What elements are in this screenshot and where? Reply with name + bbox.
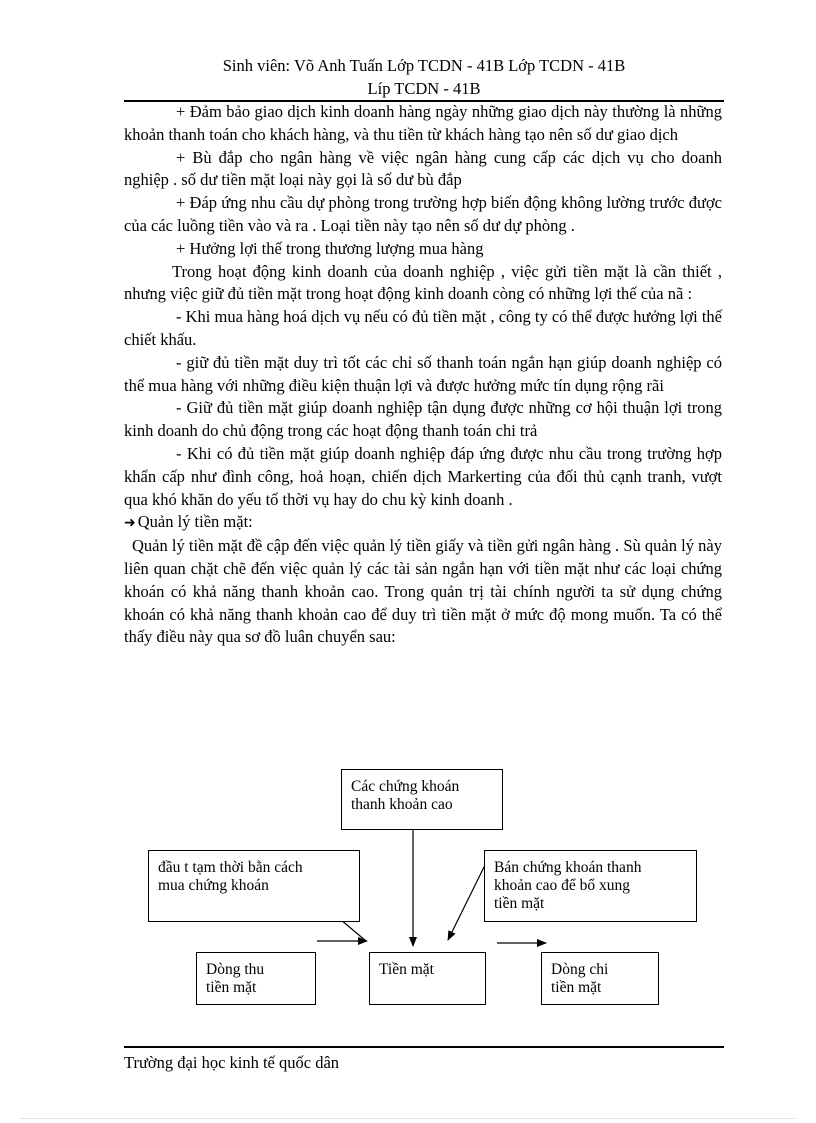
box-cash-inflow-line-2: tiền mặt xyxy=(206,979,257,996)
paragraph-2: + Bù đắp cho ngân hàng về việc ngân hàng cung cấp các dịch vụ cho doanh nghiệp . số dư tiền mặt loại này gọi là số dư bù đắp xyxy=(124,147,722,190)
box-liquid-securities-line-1: Các chứng khoán xyxy=(351,778,460,795)
box-cash-inflow xyxy=(196,952,316,1005)
document-body xyxy=(124,101,722,649)
page-header xyxy=(124,54,724,100)
box-liquid-securities-line-2: thanh khoản cao xyxy=(351,796,453,813)
box-sell-securities-line-2: khoản cao để bổ xung xyxy=(494,877,631,894)
paragraph-6: - Khi mua hàng hoá dịch vụ nếu có đủ tiền mặt , công ty có thể được hưởng lợi thế chiết khấu. xyxy=(124,307,722,349)
page-bottom-dotted-line xyxy=(20,1118,796,1119)
box-buy-securities-line-2: mua chứng khoán xyxy=(158,877,269,894)
header-line-1: Sinh viên: Võ Anh Tuấn Lớp TCDN - 41B Lớp TCDN - 41B xyxy=(222,56,626,75)
box-cash-outflow-line-2: tiền mặt xyxy=(551,979,602,996)
box-cash-inflow-line-1: Dòng thu xyxy=(206,961,265,978)
paragraph-7: - giữ đủ tiền mặt duy trì tốt các chỉ số thanh toán ngắn hạn giúp doanh nghiệp có thể mua hàng với những điều kiện thuận lợi và được hưởng mức tín dụng rộng rãi xyxy=(124,352,722,395)
paragraph-5: Trong hoạt động kinh doanh của doanh nghiệp , việc gửi tiền mặt là cần thiết , nhưng việc giữ đủ tiền mặt trong hoạt động kinh doanh còng có những lợi thế của nã : xyxy=(124,261,722,304)
box-buy-securities xyxy=(148,850,360,922)
paragraph-1: + Đảm bảo giao dịch kinh doanh hàng ngày những giao dịch này thường là những khoản thanh toán cho khách hàng, và thu tiền từ khách hàng tạo nên số dư giao dịch xyxy=(124,102,722,144)
arrow-bullet-icon: ➜ xyxy=(124,515,136,532)
paragraph-9: - Khi có đủ tiền mặt giúp doanh nghiệp đáp ứng được nhu cầu trong trường hợp khẩn cấp như đình công, hoả hoạn, chiến dịch Markerting của đối thủ cạnh tranh, vượt qua khó khăn do yếu tố thời vụ hay do chu kỳ kinh doanh . xyxy=(124,443,722,509)
box-buy-securities-line-1: đầu t tạm thời bằn cách xyxy=(158,859,303,876)
box-sell-securities-line-3: tiền mặt xyxy=(494,895,545,912)
page-footer: Trường đại học kinh tế quốc dân xyxy=(124,1053,340,1072)
box-sell-securities xyxy=(484,850,697,922)
box-cash-outflow xyxy=(541,952,659,1005)
box-cash xyxy=(369,952,486,1005)
box-sell-securities-line-1: Bán chứng khoán thanh xyxy=(494,859,642,876)
box-cash-outflow-line-1: Dòng chi xyxy=(551,961,609,978)
section-heading-text: Quản lý tiền mặt: xyxy=(137,512,253,532)
paragraph-10: Quản lý tiền mặt đề cập đến việc quản lý tiền giấy và tiền gửi ngân hàng . Sù quản lý này liên quan chặt chẽ đến việc quản lý các tài sản ngắn hạn với tiền mặt như các loại chứng khoán có khả năng thanh khoản cao. Trong quản trị tài chính người ta sử dụng chứng khoán có khả năng thanh khoản cao để duy trì tiền mặt ở mức độ mong muốn. Ta có thể thấy điều này qua sơ đồ luân chuyển sau: xyxy=(124,536,722,647)
section-heading xyxy=(124,511,722,535)
footer-rule xyxy=(124,1046,724,1048)
arrow-sell-to-cash xyxy=(448,861,487,940)
paragraph-8: - Giữ đủ tiền mặt giúp doanh nghiệp tận dụng được những cơ hội thuận lợi trong kinh doanh do chủ động trong các hoạt động thanh toán chi trả xyxy=(124,398,722,441)
paragraph-3: + Đáp ứng nhu cầu dự phòng trong trường hợp biến động không lường trước được của các luồng tiền vào và ra . Loại tiền này tạo nên số dư dự phòng . xyxy=(124,193,722,235)
box-liquid-securities xyxy=(341,769,503,830)
header-line-2: Líp TCDN - 41B xyxy=(367,79,481,98)
paragraph-4: + Hưởng lợi thế trong thương lượng mua hàng xyxy=(176,238,484,258)
box-cash-label: Tiền mặt xyxy=(379,961,434,978)
